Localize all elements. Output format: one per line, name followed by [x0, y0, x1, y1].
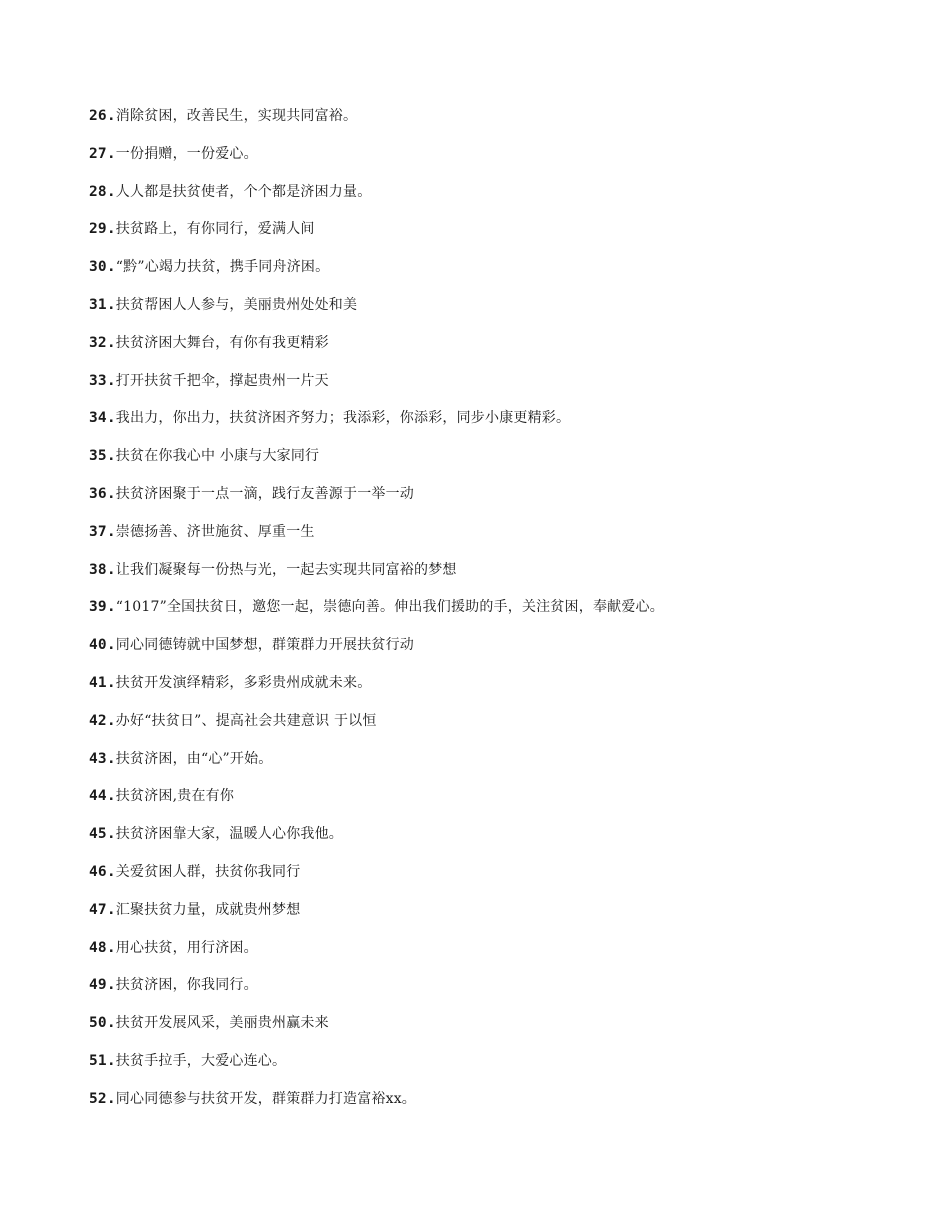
- item-text: 崇德扬善、济世施贫、厚重一生: [115, 523, 315, 540]
- list-item: [89, 103, 909, 141]
- item-number: 50.: [89, 1015, 116, 1032]
- list-item: [89, 481, 909, 519]
- item-text: 同心同德铸就中国梦想，群策群力开展扶贫行动: [115, 637, 414, 654]
- list-item: [89, 330, 909, 368]
- list-item: [89, 859, 909, 897]
- item-text: 让我们凝聚每一份热与光，一起去实现共同富裕的梦想: [115, 561, 457, 578]
- item-number: 32.: [89, 334, 116, 351]
- item-text: 关爱贫困人群，扶贫你我同行: [115, 863, 301, 880]
- list-item: [89, 1048, 909, 1086]
- item-text: 扶贫在你我心中 小康与大家同行: [115, 448, 320, 465]
- item-text: 扶贫手拉手，大爱心连心。: [115, 1052, 287, 1069]
- item-text: “黔”心竭力扶贫，携手同舟济困。: [115, 259, 330, 276]
- item-text: 汇聚扶贫力量，成就贵州梦想: [115, 901, 301, 918]
- list-item: [89, 179, 909, 217]
- list-item: [89, 670, 909, 708]
- item-number: 37.: [89, 523, 116, 540]
- item-number: 41.: [89, 674, 116, 691]
- item-number: 48.: [89, 939, 116, 956]
- item-number: 44.: [89, 788, 116, 805]
- slogan-list: [89, 103, 909, 1124]
- item-text: 扶贫帮困人人参与，美丽贵州处处和美: [115, 296, 358, 313]
- item-number: 42.: [89, 712, 116, 729]
- list-item: [89, 935, 909, 973]
- item-text: 扶贫济困，由“心”开始。: [115, 750, 273, 767]
- item-number: 40.: [89, 637, 116, 654]
- list-item: [89, 368, 909, 406]
- item-number: 52.: [89, 1090, 116, 1107]
- item-number: 38.: [89, 561, 116, 578]
- item-number: 27.: [89, 145, 116, 162]
- list-item: [89, 821, 909, 859]
- item-number: 34.: [89, 410, 116, 427]
- list-item: [89, 292, 909, 330]
- list-item: [89, 216, 909, 254]
- item-text: 扶贫济困,贵在有你: [115, 788, 235, 805]
- list-item: [89, 632, 909, 670]
- item-number: 46.: [89, 863, 116, 880]
- list-item: [89, 746, 909, 784]
- list-item: [89, 1086, 909, 1124]
- item-text: 一份捐赠，一份爱心。: [115, 145, 258, 162]
- item-text: 扶贫路上，有你同行，爱满人间: [115, 221, 315, 238]
- list-item: [89, 972, 909, 1010]
- item-text: 打开扶贫千把伞，撑起贵州一片天: [115, 372, 329, 389]
- item-text: 扶贫开发演绎精彩，多彩贵州成就未来。: [115, 674, 372, 691]
- list-item: [89, 519, 909, 557]
- item-number: 43.: [89, 750, 116, 767]
- list-item: [89, 783, 909, 821]
- item-number: 28.: [89, 183, 116, 200]
- item-number: 35.: [89, 448, 116, 465]
- item-text: 扶贫济困聚于一点一滴，践行友善源于一举一动: [115, 485, 414, 502]
- item-number: 39.: [89, 599, 116, 616]
- item-number: 31.: [89, 296, 116, 313]
- item-text: 扶贫济困大舞台，有你有我更精彩: [115, 334, 329, 351]
- item-text: “1017”全国扶贫日，邀您一起，崇德向善。伸出我们援助的手，关注贫困，奉献爱心。: [115, 599, 664, 616]
- list-item: [89, 708, 909, 746]
- item-number: 36.: [89, 485, 116, 502]
- item-text: 同心同德参与扶贫开发，群策群力打造富裕xx。: [115, 1090, 416, 1107]
- list-item: [89, 254, 909, 292]
- list-item: [89, 594, 909, 632]
- item-number: 29.: [89, 221, 116, 238]
- list-item: [89, 405, 909, 443]
- list-item: [89, 443, 909, 481]
- item-number: 33.: [89, 372, 116, 389]
- item-number: 30.: [89, 259, 116, 276]
- item-text: 我出力，你出力，扶贫济困齐努力；我添彩，你添彩，同步小康更精彩。: [115, 410, 571, 427]
- item-text: 扶贫济困靠大家，温暖人心你我他。: [115, 826, 343, 843]
- item-text: 消除贫困，改善民生，实现共同富裕。: [115, 108, 358, 124]
- item-number: 47.: [89, 901, 116, 918]
- list-item: [89, 897, 909, 935]
- item-number: 51.: [89, 1052, 116, 1069]
- item-text: 用心扶贫，用行济困。: [115, 939, 258, 956]
- list-item: [89, 1010, 909, 1048]
- item-number: 26.: [89, 108, 116, 124]
- item-text: 办好“扶贫日”、提高社会共建意识 于以恒: [115, 712, 377, 729]
- item-text: 扶贫开发展风采，美丽贵州赢未来: [115, 1015, 329, 1032]
- list-item: [89, 141, 909, 179]
- item-text: 人人都是扶贫使者，个个都是济困力量。: [115, 183, 372, 200]
- list-item: [89, 557, 909, 595]
- item-number: 49.: [89, 977, 116, 994]
- item-number: 45.: [89, 826, 116, 843]
- item-text: 扶贫济困，你我同行。: [115, 977, 258, 994]
